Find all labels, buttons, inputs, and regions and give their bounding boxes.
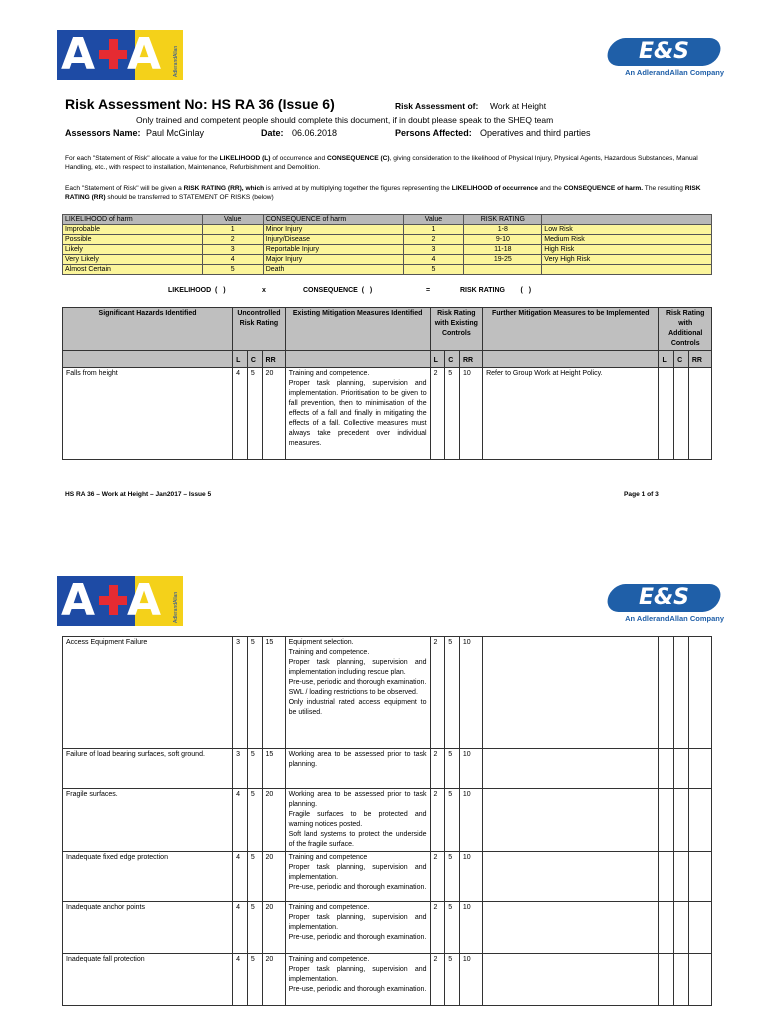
date-label: Date: xyxy=(261,128,284,138)
rating-cell xyxy=(464,265,542,275)
l-cell xyxy=(659,368,674,460)
existing-measures-cell: Working area to be assessed prior to task planning. xyxy=(285,749,430,789)
c-cell: 5 xyxy=(247,368,262,460)
rating-cell: 5 xyxy=(202,265,263,275)
rating-cell: 2 xyxy=(202,235,263,245)
rating-cell: 5 xyxy=(403,265,464,275)
sub-header-l: L xyxy=(233,351,248,368)
rr-cell: 10 xyxy=(459,368,482,460)
c-cell xyxy=(674,852,689,902)
rr-cell: 10 xyxy=(459,637,482,749)
rating-header-cell: Value xyxy=(403,215,464,225)
rr-cell: 20 xyxy=(262,789,285,852)
col-header-further: Further Mitigation Measures to be Implemented xyxy=(483,308,659,351)
rr-cell: 15 xyxy=(262,637,285,749)
l-cell: 4 xyxy=(233,789,248,852)
further-measures-cell xyxy=(482,789,658,852)
table-row xyxy=(63,749,712,789)
l-cell: 3 xyxy=(233,637,248,749)
l-cell xyxy=(659,954,674,1006)
logo-letter: A xyxy=(61,576,96,626)
rr-cell xyxy=(688,852,711,902)
ra-of-label: Risk Assessment of: xyxy=(395,101,479,111)
rating-cell: Almost Certain xyxy=(63,265,203,275)
rr-cell xyxy=(688,368,711,460)
hazard-cell: Failure of load bearing surfaces, soft ground. xyxy=(63,749,233,789)
rating-cell: Death xyxy=(263,265,403,275)
table-row xyxy=(63,789,712,852)
rating-cell xyxy=(542,265,712,275)
es-tagline: An AdlerandAllan Company xyxy=(625,614,724,623)
existing-measures-cell: Training and competence. Proper task planning, supervision and implementation. Pre-use, periodic and thorough examination. xyxy=(285,902,430,954)
col-header-additional-rating: Risk Rating with Additional Controls xyxy=(659,308,712,351)
sub-header-rr: RR xyxy=(459,351,482,368)
rating-cell: 4 xyxy=(202,255,263,265)
c-cell: 5 xyxy=(247,789,262,852)
assessors-value: Paul McGinlay xyxy=(146,128,205,138)
rr-cell: 10 xyxy=(459,789,482,852)
existing-measures-cell: Training and competence. Proper task planning, supervision and implementation. Pre-use, periodic and thorough examination. xyxy=(285,954,430,1006)
rating-cell: Low Risk xyxy=(542,225,712,235)
l-cell: 2 xyxy=(430,789,445,852)
l-cell: 2 xyxy=(430,637,445,749)
page-1 xyxy=(0,0,768,510)
es-logo-text: E&S xyxy=(638,39,690,64)
sub-header-empty xyxy=(285,351,430,368)
rating-cell: 19-25 xyxy=(464,255,542,265)
rating-row xyxy=(63,255,712,265)
c-cell: 5 xyxy=(445,637,460,749)
rating-cell: 4 xyxy=(403,255,464,265)
l-cell xyxy=(659,749,674,789)
sub-header-rr: RR xyxy=(688,351,711,368)
c-cell: 5 xyxy=(445,852,460,902)
l-cell: 2 xyxy=(430,749,445,789)
col-header-existing: Existing Mitigation Measures Identified xyxy=(285,308,430,351)
l-cell: 2 xyxy=(430,902,445,954)
rating-cell: Minor Injury xyxy=(263,225,403,235)
logo-side-text: AdlerandAllan xyxy=(173,591,179,623)
formula-consequence: CONSEQUENCE ( ) xyxy=(303,287,373,294)
sub-header-empty xyxy=(483,351,659,368)
c-cell xyxy=(674,749,689,789)
rating-header-cell: CONSEQUENCE of harm xyxy=(263,215,403,225)
further-measures-cell xyxy=(482,749,658,789)
c-cell: 5 xyxy=(247,749,262,789)
rating-cell: 3 xyxy=(403,245,464,255)
c-cell: 5 xyxy=(247,852,262,902)
rr-cell: 20 xyxy=(262,368,285,460)
l-cell: 4 xyxy=(233,902,248,954)
risk-rating-key-table xyxy=(62,214,712,275)
rating-cell: High Risk xyxy=(542,245,712,255)
rating-cell: Very Likely xyxy=(63,255,203,265)
l-cell: 2 xyxy=(430,368,445,460)
rr-cell: 20 xyxy=(262,902,285,954)
rating-cell: 1-8 xyxy=(464,225,542,235)
rating-row xyxy=(63,245,712,255)
c-cell: 5 xyxy=(445,368,460,460)
rating-cell: Very High Risk xyxy=(542,255,712,265)
rr-cell xyxy=(688,954,711,1006)
page-2 xyxy=(0,560,768,1024)
hazards-header-row xyxy=(63,308,712,351)
table-row xyxy=(63,637,712,749)
c-cell xyxy=(674,368,689,460)
logo-letter: A xyxy=(61,30,96,80)
formula-times: x xyxy=(262,287,266,294)
existing-measures-cell: Training and competence Proper task planning, supervision and implementation. Pre-use, periodic and thorough examination. xyxy=(285,852,430,902)
c-cell: 5 xyxy=(445,954,460,1006)
rating-cell: Injury/Disease xyxy=(263,235,403,245)
further-measures-cell: Refer to Group Work at Height Policy. xyxy=(483,368,659,460)
es-logo xyxy=(604,38,724,83)
sub-header-l: L xyxy=(430,351,445,368)
l-cell xyxy=(659,852,674,902)
rating-header-cell xyxy=(542,215,712,225)
rr-cell: 20 xyxy=(262,852,285,902)
c-cell: 5 xyxy=(445,789,460,852)
ra-of-value: Work at Height xyxy=(490,101,547,111)
table-row xyxy=(63,954,712,1006)
rr-cell xyxy=(688,789,711,852)
rating-table-header xyxy=(63,215,712,225)
c-cell: 5 xyxy=(247,954,262,1006)
es-logo xyxy=(604,584,724,629)
table-row xyxy=(63,902,712,954)
plus-icon xyxy=(99,39,127,69)
rating-cell: 3 xyxy=(202,245,263,255)
l-cell xyxy=(659,902,674,954)
further-measures-cell xyxy=(482,902,658,954)
es-tagline: An AdlerandAllan Company xyxy=(625,68,724,77)
rr-cell xyxy=(688,902,711,954)
hazard-cell: Fragile surfaces. xyxy=(63,789,233,852)
hazard-cell: Inadequate fixed edge protection xyxy=(63,852,233,902)
c-cell: 5 xyxy=(445,902,460,954)
c-cell: 5 xyxy=(247,637,262,749)
rr-cell xyxy=(688,749,711,789)
rr-cell xyxy=(688,637,711,749)
further-measures-cell xyxy=(482,954,658,1006)
rating-cell: 9-10 xyxy=(464,235,542,245)
c-cell xyxy=(674,637,689,749)
logo-letter: A xyxy=(127,30,162,80)
hazards-table-page-1 xyxy=(62,307,712,460)
hazard-cell: Access Equipment Failure xyxy=(63,637,233,749)
sub-header-rr: RR xyxy=(262,351,285,368)
table-row xyxy=(63,852,712,902)
l-cell: 4 xyxy=(233,852,248,902)
rr-cell: 10 xyxy=(459,852,482,902)
sub-header-empty xyxy=(63,351,233,368)
rating-cell: 1 xyxy=(202,225,263,235)
rr-cell: 20 xyxy=(262,954,285,1006)
rr-cell: 10 xyxy=(459,902,482,954)
sub-header-c: C xyxy=(247,351,262,368)
rating-cell: Improbable xyxy=(63,225,203,235)
footer-page-number: Page 1 of 3 xyxy=(624,491,659,498)
sub-header-c: C xyxy=(445,351,460,368)
rating-row xyxy=(63,235,712,245)
rr-cell: 10 xyxy=(459,954,482,1006)
rating-cell: Possible xyxy=(63,235,203,245)
l-cell: 4 xyxy=(233,954,248,1006)
rating-cell: 11-18 xyxy=(464,245,542,255)
rating-header-cell: RISK RATING xyxy=(464,215,542,225)
sub-header-l: L xyxy=(659,351,674,368)
assessors-label: Assessors Name: xyxy=(65,128,141,138)
date-value: 06.06.2018 xyxy=(292,128,338,138)
instructions-paragraph-1: For each "Statement of Risk" allocate a value for the LIKELIHOOD (L) of occurrence and CONSEQUENCE (C), giving consideration to the likelihood of Physical Injury, Physical Agents, Hazardous Substances, Manual Handling, etc., with respect to installation, Maintenance, Refurbishment and Demolition. xyxy=(65,155,698,171)
es-logo-text: E&S xyxy=(638,585,690,610)
table-row xyxy=(63,368,712,460)
footer-doc-ref: HS RA 36 – Work at Height – Jan2017 – Issue 5 xyxy=(65,491,212,498)
page-title: Risk Assessment No: HS RA 36 (Issue 6) xyxy=(65,96,335,112)
logo-side-text: AdlerandAllan xyxy=(173,45,179,77)
rating-cell: 2 xyxy=(403,235,464,245)
col-header-uncontrolled: Uncontrolled Risk Rating xyxy=(233,308,286,351)
rating-cell: 1 xyxy=(403,225,464,235)
persons-value: Operatives and third parties xyxy=(480,128,591,138)
formula-likelihood: LIKELIHOOD ( ) xyxy=(168,287,226,294)
c-cell xyxy=(674,954,689,1006)
l-cell: 2 xyxy=(430,954,445,1006)
notice-text: Only trained and competent people should complete this document, if in doubt please speak to the SHEQ team xyxy=(136,115,554,125)
hazard-cell: Falls from height xyxy=(63,368,233,460)
c-cell xyxy=(674,902,689,954)
existing-measures-cell: Working area to be assessed prior to task planning. Fragile surfaces to be protected and warning notices posted. Soft land systems to protect the underside of the fragile surface. xyxy=(285,789,430,852)
col-header-hazards: Significant Hazards Identified xyxy=(63,308,233,351)
rating-cell: Medium Risk xyxy=(542,235,712,245)
instructions-paragraph-2: Each "Statement of Risk" will be given a RISK RATING (RR), which is arrived at by multiplying together the figures representing the LIKELIHOOD of occurrence and the CONSEQUENCE of harm. The resulting RISK RATING (RR) should be transferred to STATEMENT OF RISKS (below) xyxy=(65,185,701,201)
col-header-existing-rating: Risk Rating with Existing Controls xyxy=(430,308,482,351)
c-cell: 5 xyxy=(445,749,460,789)
existing-measures-cell: Training and competence. Proper task planning, supervision and implementation. Prioritisation to be given to fall prevention, then to minimisation of the effects of a fall and finally in mitigating the effects of a fall. Collective measures must always take precedent over individual measures. xyxy=(285,368,430,460)
c-cell: 5 xyxy=(247,902,262,954)
formula-risk-rating: RISK RATING ( ) xyxy=(460,287,532,294)
further-measures-cell xyxy=(482,637,658,749)
l-cell: 4 xyxy=(233,368,248,460)
rating-header-cell: Value xyxy=(202,215,263,225)
rating-cell: Likely xyxy=(63,245,203,255)
rating-cell: Major Injury xyxy=(263,255,403,265)
l-cell: 3 xyxy=(233,749,248,789)
hazards-table-page-2 xyxy=(62,636,712,1006)
sub-header-c: C xyxy=(674,351,689,368)
rating-header-cell: LIKELIHOOD of harm xyxy=(63,215,203,225)
c-cell xyxy=(674,789,689,852)
persons-label: Persons Affected: xyxy=(395,128,472,138)
rating-row xyxy=(63,265,712,275)
hazards-subheader-row xyxy=(63,351,712,368)
rr-cell: 10 xyxy=(459,749,482,789)
l-cell: 2 xyxy=(430,852,445,902)
plus-icon xyxy=(99,585,127,615)
existing-measures-cell: Equipment selection. Training and competence. Proper task planning, supervision and implementation including rescue plan. Pre-use, periodic and thorough examination. SWL / loading restrictions to be observed. Only industrial rated access equipment to be utilised. xyxy=(285,637,430,749)
rating-row xyxy=(63,225,712,235)
hazard-cell: Inadequate anchor points xyxy=(63,902,233,954)
formula-equals: = xyxy=(426,287,431,294)
l-cell xyxy=(659,789,674,852)
l-cell xyxy=(659,637,674,749)
logo-letter: A xyxy=(127,576,162,626)
adler-allan-logo xyxy=(57,30,183,80)
rating-cell: Reportable Injury xyxy=(263,245,403,255)
further-measures-cell xyxy=(482,852,658,902)
rr-cell: 15 xyxy=(262,749,285,789)
hazard-cell: Inadequate fall protection xyxy=(63,954,233,1006)
adler-allan-logo xyxy=(57,576,183,626)
